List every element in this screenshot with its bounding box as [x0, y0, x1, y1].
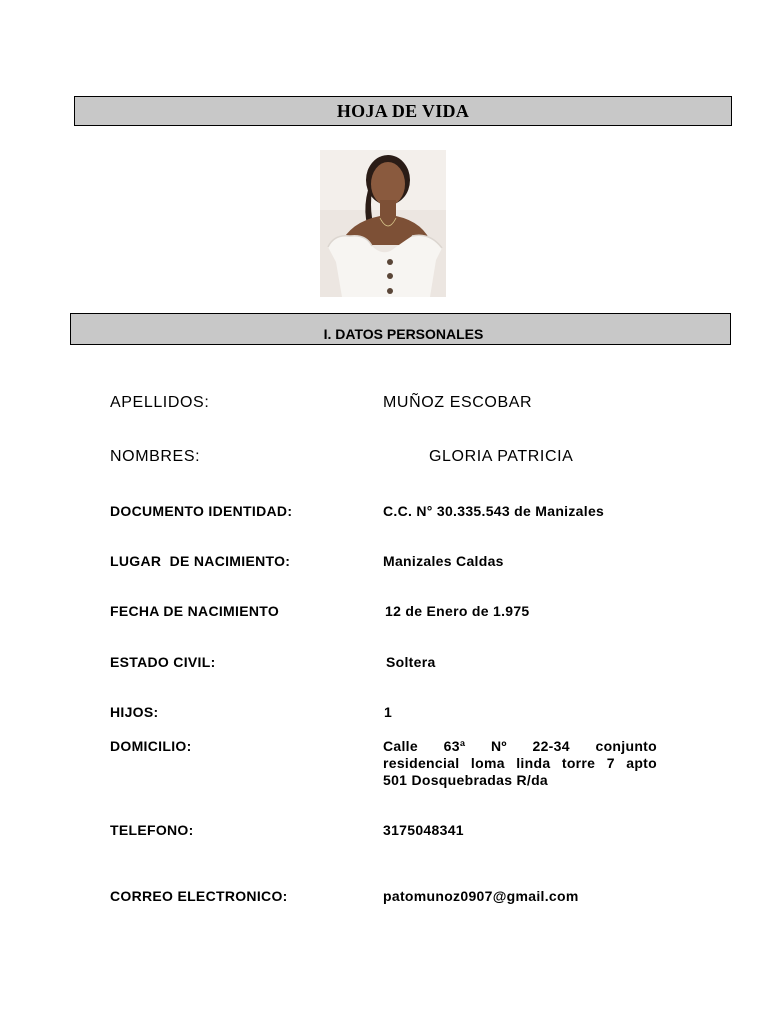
lugar-nacimiento-label: LUGAR DE NACIMIENTO: — [110, 553, 291, 569]
profile-photo — [320, 150, 446, 297]
section-title: I. DATOS PERSONALES — [323, 326, 484, 342]
lugar-nacimiento-value: Manizales Caldas — [383, 553, 504, 569]
documento-label: DOCUMENTO IDENTIDAD: — [110, 503, 293, 519]
telefono-label: TELEFONO: — [110, 822, 194, 838]
hijos-value: 1 — [384, 704, 393, 720]
domicilio-line-1: Calle 63ª Nº 22-34 conjunto — [383, 738, 657, 754]
apellidos-label: APELLIDOS: — [110, 394, 210, 411]
domicilio-label: DOMICILIO: — [110, 738, 192, 754]
person-photo-icon — [320, 150, 446, 297]
estado-civil-value: Soltera — [386, 654, 436, 670]
document-title: HOJA DE VIDA — [336, 100, 470, 121]
hijos-label: HIJOS: — [110, 704, 159, 720]
domicilio-line-2: residencial loma linda torre 7 apto — [383, 755, 657, 771]
nombres-value: GLORIA PATRICIA — [429, 448, 574, 465]
fecha-nacimiento-value: 12 de Enero de 1.975 — [385, 603, 530, 619]
documento-value: C.C. N° 30.335.543 de Manizales — [383, 503, 605, 519]
correo-label: CORREO ELECTRONICO: — [110, 888, 288, 904]
apellidos-value: MUÑOZ ESCOBAR — [383, 394, 533, 411]
document-title-box — [74, 96, 732, 126]
fecha-nacimiento-label: FECHA DE NACIMIENTO — [110, 603, 280, 619]
domicilio-value — [383, 738, 657, 789]
nombres-label: NOMBRES: — [110, 448, 201, 465]
telefono-value: 3175048341 — [383, 822, 464, 838]
section-header-datos-personales — [70, 313, 731, 345]
correo-value: patomunoz0907@gmail.com — [383, 888, 579, 904]
domicilio-line-3: 501 Dosquebradas R/da — [383, 772, 549, 788]
estado-civil-label: ESTADO CIVIL: — [110, 654, 216, 670]
